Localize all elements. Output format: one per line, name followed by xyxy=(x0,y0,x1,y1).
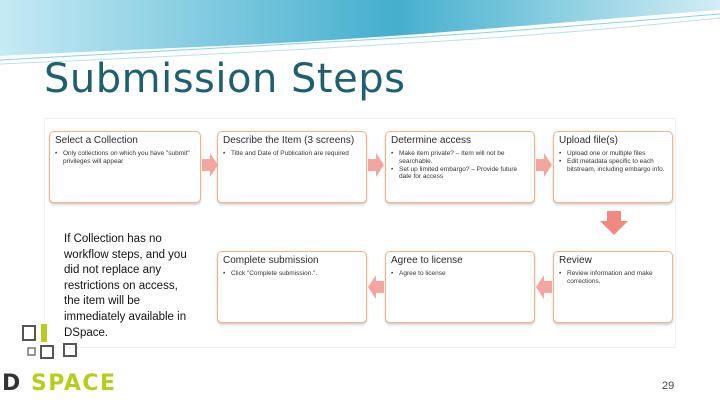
step-agree-license xyxy=(385,251,535,323)
step-title: Select a Collection xyxy=(55,135,138,146)
step-bullet: • Agree to license xyxy=(391,270,529,278)
dspace-logo-wordmark xyxy=(2,371,117,396)
page-number: 29 xyxy=(662,380,675,392)
arrow-down-icon xyxy=(600,211,628,235)
slide-title: Submission Steps xyxy=(44,56,406,102)
step-bullet: • Only collections on which you have "submit" privileges will appear xyxy=(55,150,195,166)
logo-word-space: SPACE xyxy=(30,371,117,396)
step-title: Complete submission xyxy=(223,255,319,266)
arrow-left-icon xyxy=(536,275,552,299)
step-title: Describe the Item (3 screens) xyxy=(223,135,355,146)
step-title: Review xyxy=(559,255,592,266)
step-describe-item xyxy=(217,131,367,203)
arrow-right-icon xyxy=(368,153,384,177)
step-bullet: • Review information and make corrections. xyxy=(559,270,667,286)
step-upload-files xyxy=(553,131,673,203)
step-select-collection xyxy=(49,131,201,203)
step-bullet: • Upload one or multiple files xyxy=(559,150,667,158)
workflow-note: If Collection has no workflow steps, and you did not replace any restrictions on access, the item will be immediately available in DSpace. xyxy=(64,233,187,339)
step-determine-access xyxy=(385,131,535,203)
arrow-right-icon xyxy=(536,153,552,177)
step-bullet: • Make item private? – Item will not be searchable. xyxy=(391,150,529,166)
step-bullet: • Click "Complete submission.". xyxy=(223,270,361,278)
step-review xyxy=(553,251,673,323)
step-bullet: • Edit metadata specific to each bitstream, including embargo info. xyxy=(559,158,667,174)
step-bullet: • Title and Date of Publication are required xyxy=(223,150,361,158)
step-title: Upload file(s) xyxy=(559,135,618,146)
step-title: Determine access xyxy=(391,135,472,146)
arrow-left-icon xyxy=(368,275,384,299)
step-complete-submission xyxy=(217,251,367,323)
arrow-right-icon xyxy=(202,153,218,177)
step-title: Agree to license xyxy=(391,255,463,266)
logo-letter-d: D xyxy=(2,371,22,396)
step-bullet: • Set up limited embargo? – Provide future date for access xyxy=(391,166,529,182)
